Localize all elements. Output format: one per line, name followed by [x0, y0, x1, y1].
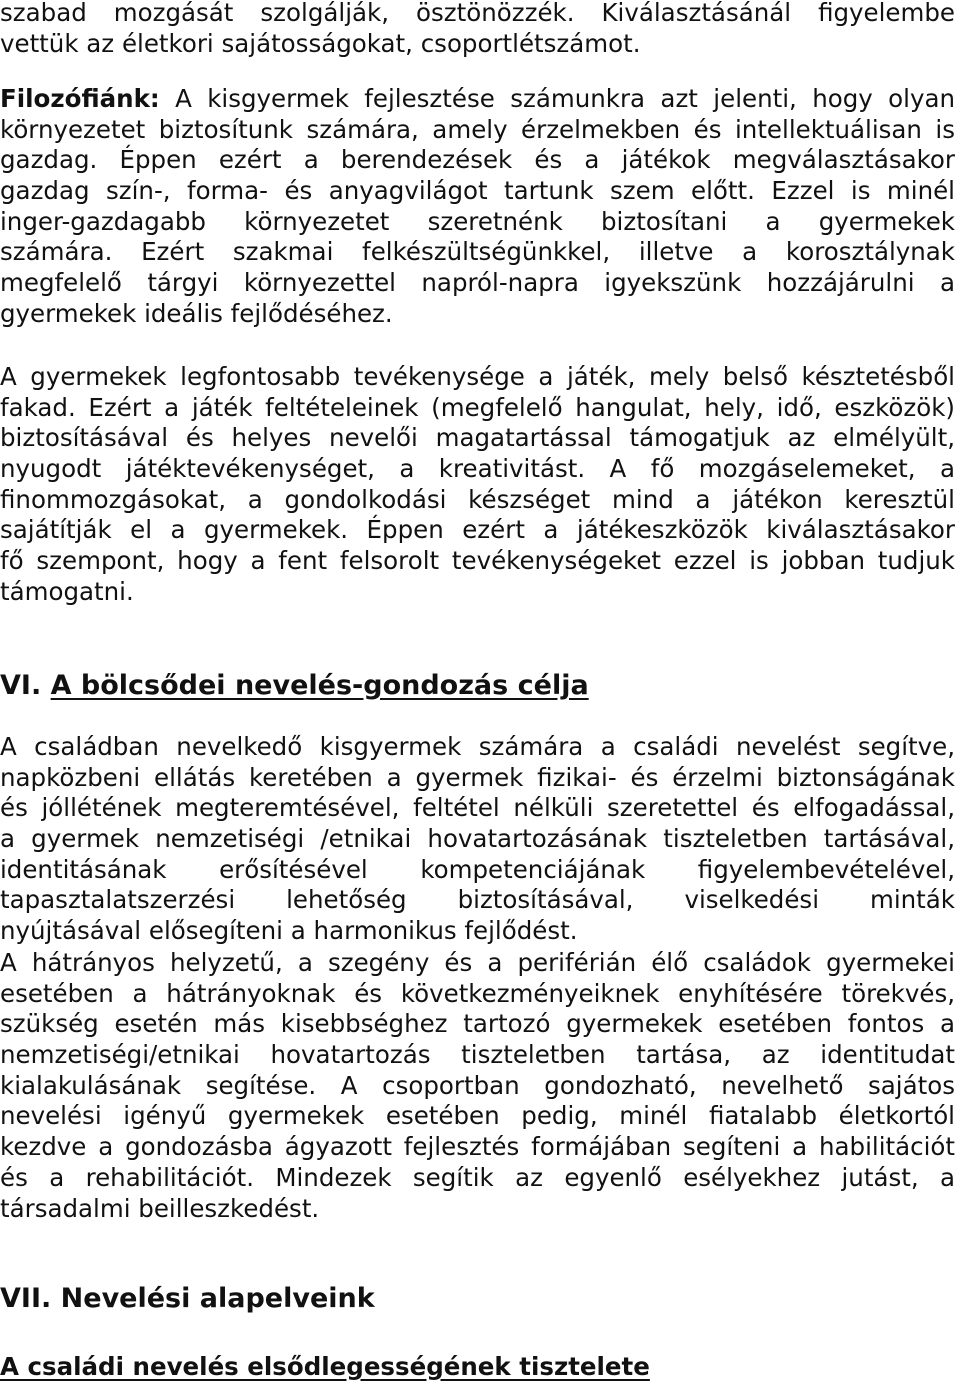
text-line: gazdag szín-, forma- és anyagvilágot tartunk szem előtt. Ezzel is minél — [0, 176, 955, 206]
paragraph-4 — [0, 732, 955, 947]
text-line: inger-gazdagabb környezetet szeretnénk biztosítani a gyermekek — [0, 206, 955, 236]
text-line: sajátítják el a gyermekek. Éppen ezért a játékeszközök kiválasztásakor — [0, 515, 955, 545]
text-line: fő szempont, hogy a fent felsorolt tevékenységeket ezzel is jobban tudjuk — [0, 546, 955, 576]
text-line — [0, 84, 955, 115]
text-line: támogatni. — [0, 576, 134, 606]
text-line: és jóllétének megteremtésével, feltétel nélküli szeretettel és elfogadással, — [0, 793, 955, 823]
text-line: identitásának erősítésével kompetenciájának figyelembevételével, — [0, 854, 955, 884]
section-heading-7 — [0, 1282, 375, 1316]
text-line: szabad mozgását szolgálják, ösztönözzék. Kiválasztásánál figyelembe — [0, 0, 955, 27]
text-line: napközbeni ellátás keretében a gyermek fizikai- és érzelmi biztonságának — [0, 762, 955, 792]
section-number: VI. — [0, 670, 42, 701]
text-line: társadalmi beilleszkedést. — [0, 1193, 320, 1223]
paragraph-3 — [0, 362, 955, 608]
text-line: vettük az életkori sajátosságokat, csoportlétszámot. — [0, 28, 641, 58]
text-line: nyújtásával elősegíteni a harmonikus fejlődést. — [0, 916, 578, 946]
paragraph-1 — [0, 0, 955, 59]
text-line: A gyermekek legfontosabb tevékenysége a játék, mely belső késztetésből — [0, 362, 955, 391]
section-title: Nevelési alapelveink — [60, 1283, 375, 1314]
section-number: VII. — [0, 1283, 52, 1314]
text-line: A családban nevelkedő kisgyermek számára a családi nevelést segítve, — [0, 732, 955, 761]
text-line: és a rehabilitációt. Mindezek segítik az egyenlő esélyekhez jutást, a — [0, 1162, 955, 1192]
text-line: gyermekek ideális fejlődéséhez. — [0, 298, 393, 328]
lead-term: Filozófiánk: — [0, 84, 160, 113]
text-line: nevelési igényű gyermekek esetében pedig, minél fiatalabb életkortól — [0, 1101, 955, 1131]
text-line: finommozgásokat, a gondolkodási készséget mind a játékon keresztül — [0, 484, 955, 514]
text-line: nemzetiségi/etnikai hovatartozás tiszteletben tartása, az identitudat — [0, 1040, 955, 1070]
subsection-heading: A családi nevelés elsődlegességének tiszteletе — [0, 1352, 650, 1381]
text-line: gazdag. Éppen ezért a berendezések és a játékok megválasztásakor — [0, 145, 955, 175]
text-line: esetében a hátrányoknak és következményeiknek enyhítésére törekvés, — [0, 978, 955, 1008]
text-line: környezetet biztosítunk számára, amely érzelmekben és intellektuálisan is — [0, 114, 955, 144]
text-line: fakad. Ezért a játék feltételeinek (megfelelő hangulat, hely, idő, eszközök) — [0, 392, 955, 422]
text-line: biztosításával és helyes nevelői magatartással támogatjuk az elmélyült, — [0, 423, 955, 453]
text-line: kezdve a gondozásba ágyazott fejlesztés formájában segíteni a habilitációt — [0, 1132, 955, 1162]
text-line: a gyermek nemzetiségi /etnikai hovatartozásának tiszteletben tartásával, — [0, 824, 955, 854]
paragraph-5 — [0, 948, 955, 1224]
text-run: A kisgyermek fejlesztése számunkra azt jelenti, hogy olyan — [159, 84, 955, 113]
text-line: megfelelő tárgyi környezettel napról-napra igyekszünk hozzájárulni a — [0, 268, 955, 298]
text-line: A hátrányos helyzetű, a szegény és a periférián élő családok gyermekei — [0, 948, 955, 977]
text-line: szükség esetén más kisebbséghez tartozó gyermekek esetében fontos a — [0, 1009, 955, 1039]
text-line: számára. Ezért szakmai felkészültségünkkel, illetve a korosztálynak — [0, 237, 955, 267]
paragraph-2 — [0, 84, 955, 330]
text-line: kialakulásának segítése. A csoportban gondozható, nevelhető sajátos — [0, 1070, 955, 1100]
text-line: nyugodt játéktevékenységet, a kreativitást. A fő mozgáselemeket, a — [0, 454, 955, 484]
text-line: tapasztalatszerzési lehetőség biztosításával, viselkedési minták — [0, 885, 955, 915]
section-title: A bölcsődei nevelés-gondozás célja — [50, 670, 589, 701]
section-heading-6 — [0, 669, 589, 703]
